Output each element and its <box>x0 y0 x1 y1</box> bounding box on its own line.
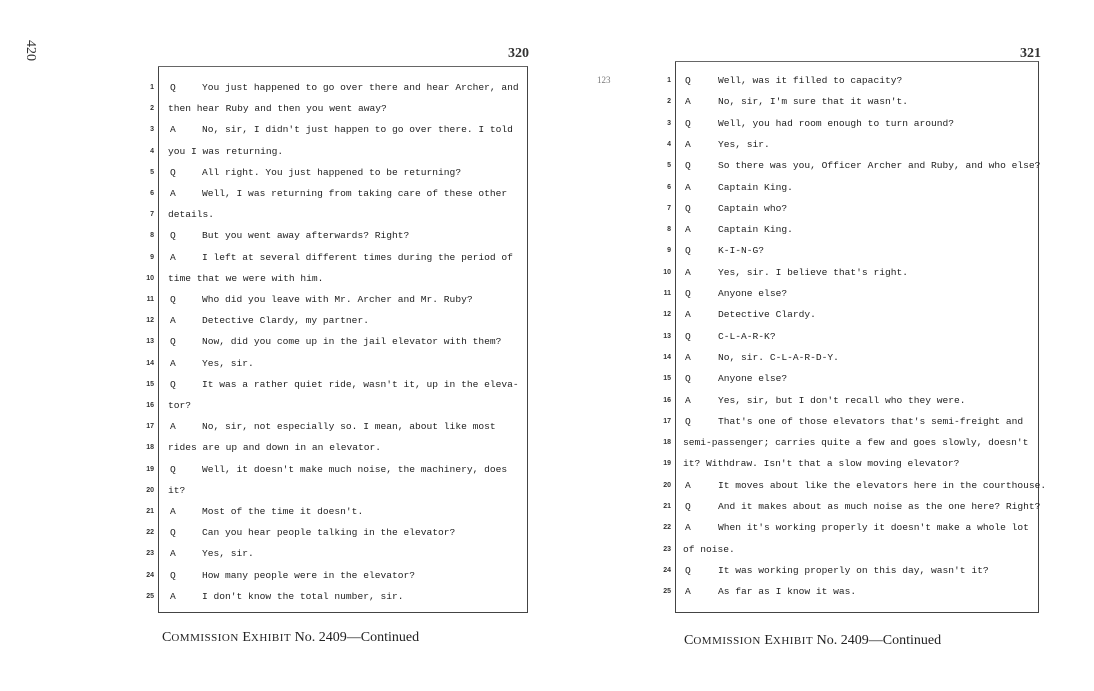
transcript-line <box>150 99 527 119</box>
speaker-label: A <box>170 251 176 263</box>
line-text: When it's working properly it doesn't make a whole lot <box>718 522 1029 534</box>
transcript-line <box>146 438 527 458</box>
line-text: details. <box>168 209 215 221</box>
speaker-label: A <box>685 96 691 108</box>
line-number: 1 <box>150 84 154 91</box>
speaker-label: A <box>685 266 691 278</box>
transcript-line <box>663 454 1038 474</box>
transcript-line <box>663 412 1038 432</box>
transcript-line <box>150 142 527 162</box>
left-page-number: 320 <box>508 46 529 61</box>
caption-text: XHIBIT <box>250 632 292 644</box>
transcript-line <box>146 311 527 331</box>
line-text: Can you hear people talking in the elevator? <box>202 527 456 539</box>
line-text: Yes, sir. <box>718 138 770 150</box>
transcript-line <box>663 391 1038 411</box>
line-text: semi-passenger; carries quite a few and goes slowly, doesn't <box>683 437 1029 449</box>
line-number: 13 <box>146 338 154 346</box>
speaker-label: A <box>685 394 691 406</box>
line-number: 11 <box>663 290 671 297</box>
speaker-label: A <box>685 138 691 150</box>
transcript-line <box>146 523 527 543</box>
line-text: That's one of those elevators that's semi-freight and <box>718 415 1024 427</box>
line-number: 17 <box>663 417 671 425</box>
transcript-line <box>150 78 527 98</box>
line-number: 10 <box>146 274 154 282</box>
right-caption <box>684 633 941 649</box>
line-text: Yes, sir. <box>202 548 254 560</box>
line-text: Detective Clardy. <box>718 309 816 321</box>
line-number: 4 <box>667 140 671 148</box>
line-number: 19 <box>146 465 154 473</box>
line-text: I left at several different times during the period of <box>202 251 513 263</box>
speaker-label: A <box>170 421 176 433</box>
speaker-label: Q <box>685 373 691 385</box>
transcript-line <box>146 502 527 522</box>
transcript-line <box>146 375 527 395</box>
transcript-line <box>663 369 1038 389</box>
line-text: How many people were in the elevator? <box>202 569 416 581</box>
line-number: 2 <box>150 105 154 113</box>
line-number: 24 <box>663 566 671 574</box>
speaker-label: A <box>170 315 176 327</box>
speaker-label: Q <box>170 569 176 581</box>
line-number: 20 <box>146 486 154 494</box>
line-text: You just happened to go over there and hear Archer, and <box>202 82 519 93</box>
transcript-line <box>150 226 527 246</box>
transcript-line <box>667 156 1041 176</box>
speaker-label: Q <box>685 330 691 342</box>
line-number: 3 <box>667 119 671 127</box>
line-text: And it makes about as much noise as the one here? Right? <box>718 501 1041 512</box>
speaker-label: Q <box>685 501 691 512</box>
line-text: No, sir, not especially so. I mean, about like most <box>202 421 496 433</box>
line-text: But you went away afterwards? Right? <box>202 230 410 242</box>
transcript-line <box>146 587 527 607</box>
left-transcript-panel <box>146 66 528 613</box>
line-text: It moves about like the elevators here in the courthouse. <box>718 479 1047 491</box>
line-number: 5 <box>150 168 154 176</box>
line-number: 11 <box>146 296 154 303</box>
line-number: 12 <box>663 311 671 319</box>
line-text: Well, I was returning from taking care of these other <box>202 188 508 199</box>
speaker-label: A <box>685 351 691 363</box>
line-number: 23 <box>146 550 154 558</box>
line-text: Well, it doesn't make much noise, the machinery, does <box>202 463 508 475</box>
line-text: then hear Ruby and then you went away? <box>168 103 387 115</box>
line-number: 20 <box>663 481 671 489</box>
line-text: C-L-A-R-K? <box>718 330 776 342</box>
speaker-label: A <box>170 506 176 517</box>
line-number: 3 <box>150 126 154 134</box>
line-number: 25 <box>146 592 154 600</box>
line-number: 9 <box>150 253 154 261</box>
line-number: 18 <box>146 444 154 452</box>
line-text: No, sir. C-L-A-R-D-Y. <box>718 351 839 363</box>
line-text: time that we were with him. <box>168 272 324 284</box>
caption-text: OMMISSION <box>693 635 761 647</box>
caption-text: OMMISSION <box>171 632 239 644</box>
line-number: 25 <box>663 588 671 596</box>
line-number: 17 <box>146 423 154 431</box>
speaker-label: A <box>685 586 691 598</box>
line-number: 6 <box>667 183 671 191</box>
left-caption <box>162 630 419 646</box>
transcript-line <box>146 354 527 374</box>
line-text: K-I-N-G? <box>718 245 765 257</box>
transcript-line <box>667 135 1038 155</box>
line-number: 21 <box>146 508 154 515</box>
transcript-line <box>663 433 1038 453</box>
line-text: It was working properly on this day, wasn't it? <box>718 564 989 576</box>
caption-text: C <box>162 630 172 645</box>
caption-text: E <box>242 630 251 645</box>
caption-text: C <box>684 633 694 648</box>
line-number: 12 <box>146 317 154 325</box>
transcript-line <box>667 114 1038 134</box>
transcript-line <box>146 332 527 352</box>
line-text: Well, was it filled to capacity? <box>718 75 903 86</box>
line-number: 21 <box>663 503 671 510</box>
speaker-label: A <box>170 357 176 369</box>
line-text: So there was you, Officer Archer and Ruby, and who else? <box>718 160 1041 172</box>
transcript-line <box>146 566 527 586</box>
line-text: it? Withdraw. Isn't that a slow moving elevator? <box>683 458 960 470</box>
transcript-line <box>146 481 527 501</box>
speaker-label: Q <box>170 378 176 390</box>
transcript-line <box>663 476 1047 496</box>
speaker-label: Q <box>170 294 176 305</box>
line-text: No, sir, I didn't just happen to go over there. I told <box>202 124 513 136</box>
line-text: rides are up and down in an elevator. <box>168 442 382 454</box>
speaker-label: Q <box>685 245 691 257</box>
line-number: 16 <box>663 396 671 404</box>
line-number: 8 <box>667 226 671 234</box>
speaker-label: A <box>170 188 176 199</box>
line-text: of noise. <box>683 543 735 555</box>
transcript-line <box>667 220 1038 240</box>
line-number: 15 <box>663 375 671 383</box>
line-number: 9 <box>667 247 671 255</box>
speaker-label: Q <box>685 75 691 86</box>
line-text: Anyone else? <box>718 288 788 299</box>
line-number: 5 <box>667 162 671 170</box>
transcript-line <box>150 120 527 140</box>
transcript-line <box>146 544 527 564</box>
line-number: 22 <box>146 529 154 537</box>
line-text: Who did you leave with Mr. Archer and Mr. Ruby? <box>202 294 473 305</box>
caption-text: XHIBIT <box>772 635 814 647</box>
line-text: Anyone else? <box>718 373 788 385</box>
transcript-line <box>667 71 1038 91</box>
speaker-label: A <box>170 548 176 560</box>
right-transcript-panel <box>663 61 1047 613</box>
line-number: 4 <box>150 147 154 155</box>
transcript-line <box>667 178 1038 198</box>
speaker-label: Q <box>685 564 691 576</box>
line-text: Yes, sir. <box>202 357 254 369</box>
speaker-label: Q <box>685 202 691 214</box>
transcript-line <box>663 284 1038 304</box>
speaker-label: Q <box>685 415 691 427</box>
speaker-label: Q <box>170 463 176 475</box>
line-number: 7 <box>150 211 154 219</box>
transcript-line <box>667 241 1038 261</box>
caption-text: No. 2409—Continued <box>816 633 942 648</box>
line-number: 23 <box>663 545 671 553</box>
transcript-line <box>663 263 1038 283</box>
transcript-line <box>150 205 527 225</box>
transcript-line <box>146 269 527 289</box>
line-text: I don't know the total number, sir. <box>202 590 404 602</box>
speaker-label: Q <box>170 527 176 539</box>
line-number: 14 <box>146 359 154 367</box>
line-number: 10 <box>663 268 671 276</box>
transcript-line <box>146 290 527 310</box>
transcript-line <box>663 305 1038 325</box>
line-number: 15 <box>146 380 154 388</box>
transcript-line <box>150 184 527 204</box>
transcript-line <box>150 163 527 183</box>
speaker-label: Q <box>685 160 691 172</box>
line-number: 16 <box>146 402 154 409</box>
line-text: you I was returning. <box>168 145 284 157</box>
line-text: Captain King. <box>718 181 793 193</box>
caption-text: E <box>764 633 773 648</box>
line-text: tor? <box>168 400 192 411</box>
line-text: All right. You just happened to be returning? <box>202 166 462 178</box>
transcript-line <box>667 199 1038 219</box>
right-page-number: 321 <box>1020 46 1041 61</box>
line-text: it? <box>168 484 186 496</box>
transcript-line <box>146 396 527 416</box>
speaker-label: A <box>170 590 176 602</box>
line-text: Captain who? <box>718 202 788 214</box>
speaker-label: Q <box>685 117 691 129</box>
transcript-line <box>663 561 1038 581</box>
line-text: Most of the time it doesn't. <box>202 506 364 517</box>
line-text: No, sir, I'm sure that it wasn't. <box>718 96 908 108</box>
transcript-line <box>667 92 1038 112</box>
speaker-label: A <box>685 181 691 193</box>
speaker-label: Q <box>685 288 691 299</box>
speaker-label: Q <box>170 82 176 93</box>
speaker-label: Q <box>170 230 176 242</box>
speaker-label: A <box>685 224 691 236</box>
speaker-label: Q <box>170 336 176 348</box>
line-number: 6 <box>150 190 154 197</box>
speaker-label: A <box>170 124 176 136</box>
side-page-number: 420 <box>23 40 38 61</box>
line-number: 14 <box>663 353 671 361</box>
speaker-label: A <box>685 522 691 534</box>
line-number: 18 <box>663 439 671 447</box>
transcript-line <box>663 582 1038 602</box>
transcript-line <box>663 327 1038 347</box>
line-text: It was a rather quiet ride, wasn't it, up in the eleva- <box>202 378 519 390</box>
line-text: Detective Clardy, my partner. <box>202 315 369 327</box>
transcript-line <box>663 540 1038 560</box>
transcript-line <box>663 518 1038 538</box>
line-number: 2 <box>667 98 671 106</box>
line-text: Now, did you come up in the jail elevator with them? <box>202 336 502 348</box>
speaker-label: Q <box>170 166 176 178</box>
line-text: Well, you had room enough to turn around? <box>718 117 955 129</box>
line-number: 22 <box>663 524 671 532</box>
line-number: 13 <box>663 332 671 340</box>
line-text: Yes, sir, but I don't recall who they were. <box>718 394 966 406</box>
transcript-line <box>663 497 1041 517</box>
line-text: As far as I know it was. <box>718 586 857 598</box>
caption-text: No. 2409—Continued <box>294 630 420 645</box>
line-number: 1 <box>667 77 671 84</box>
line-number: 24 <box>146 571 154 579</box>
speaker-label: A <box>685 309 691 321</box>
line-number: 19 <box>663 460 671 468</box>
transcript-line <box>150 248 527 268</box>
line-text: Captain King. <box>718 224 793 236</box>
line-number: 7 <box>667 204 671 212</box>
line-text: Yes, sir. I believe that's right. <box>718 266 908 278</box>
transcript-line <box>146 417 527 437</box>
transcript-line <box>146 460 527 480</box>
transcript-line <box>663 348 1038 368</box>
line-number: 8 <box>150 232 154 240</box>
stray-mark: 123 <box>597 75 611 85</box>
speaker-label: A <box>685 479 691 491</box>
